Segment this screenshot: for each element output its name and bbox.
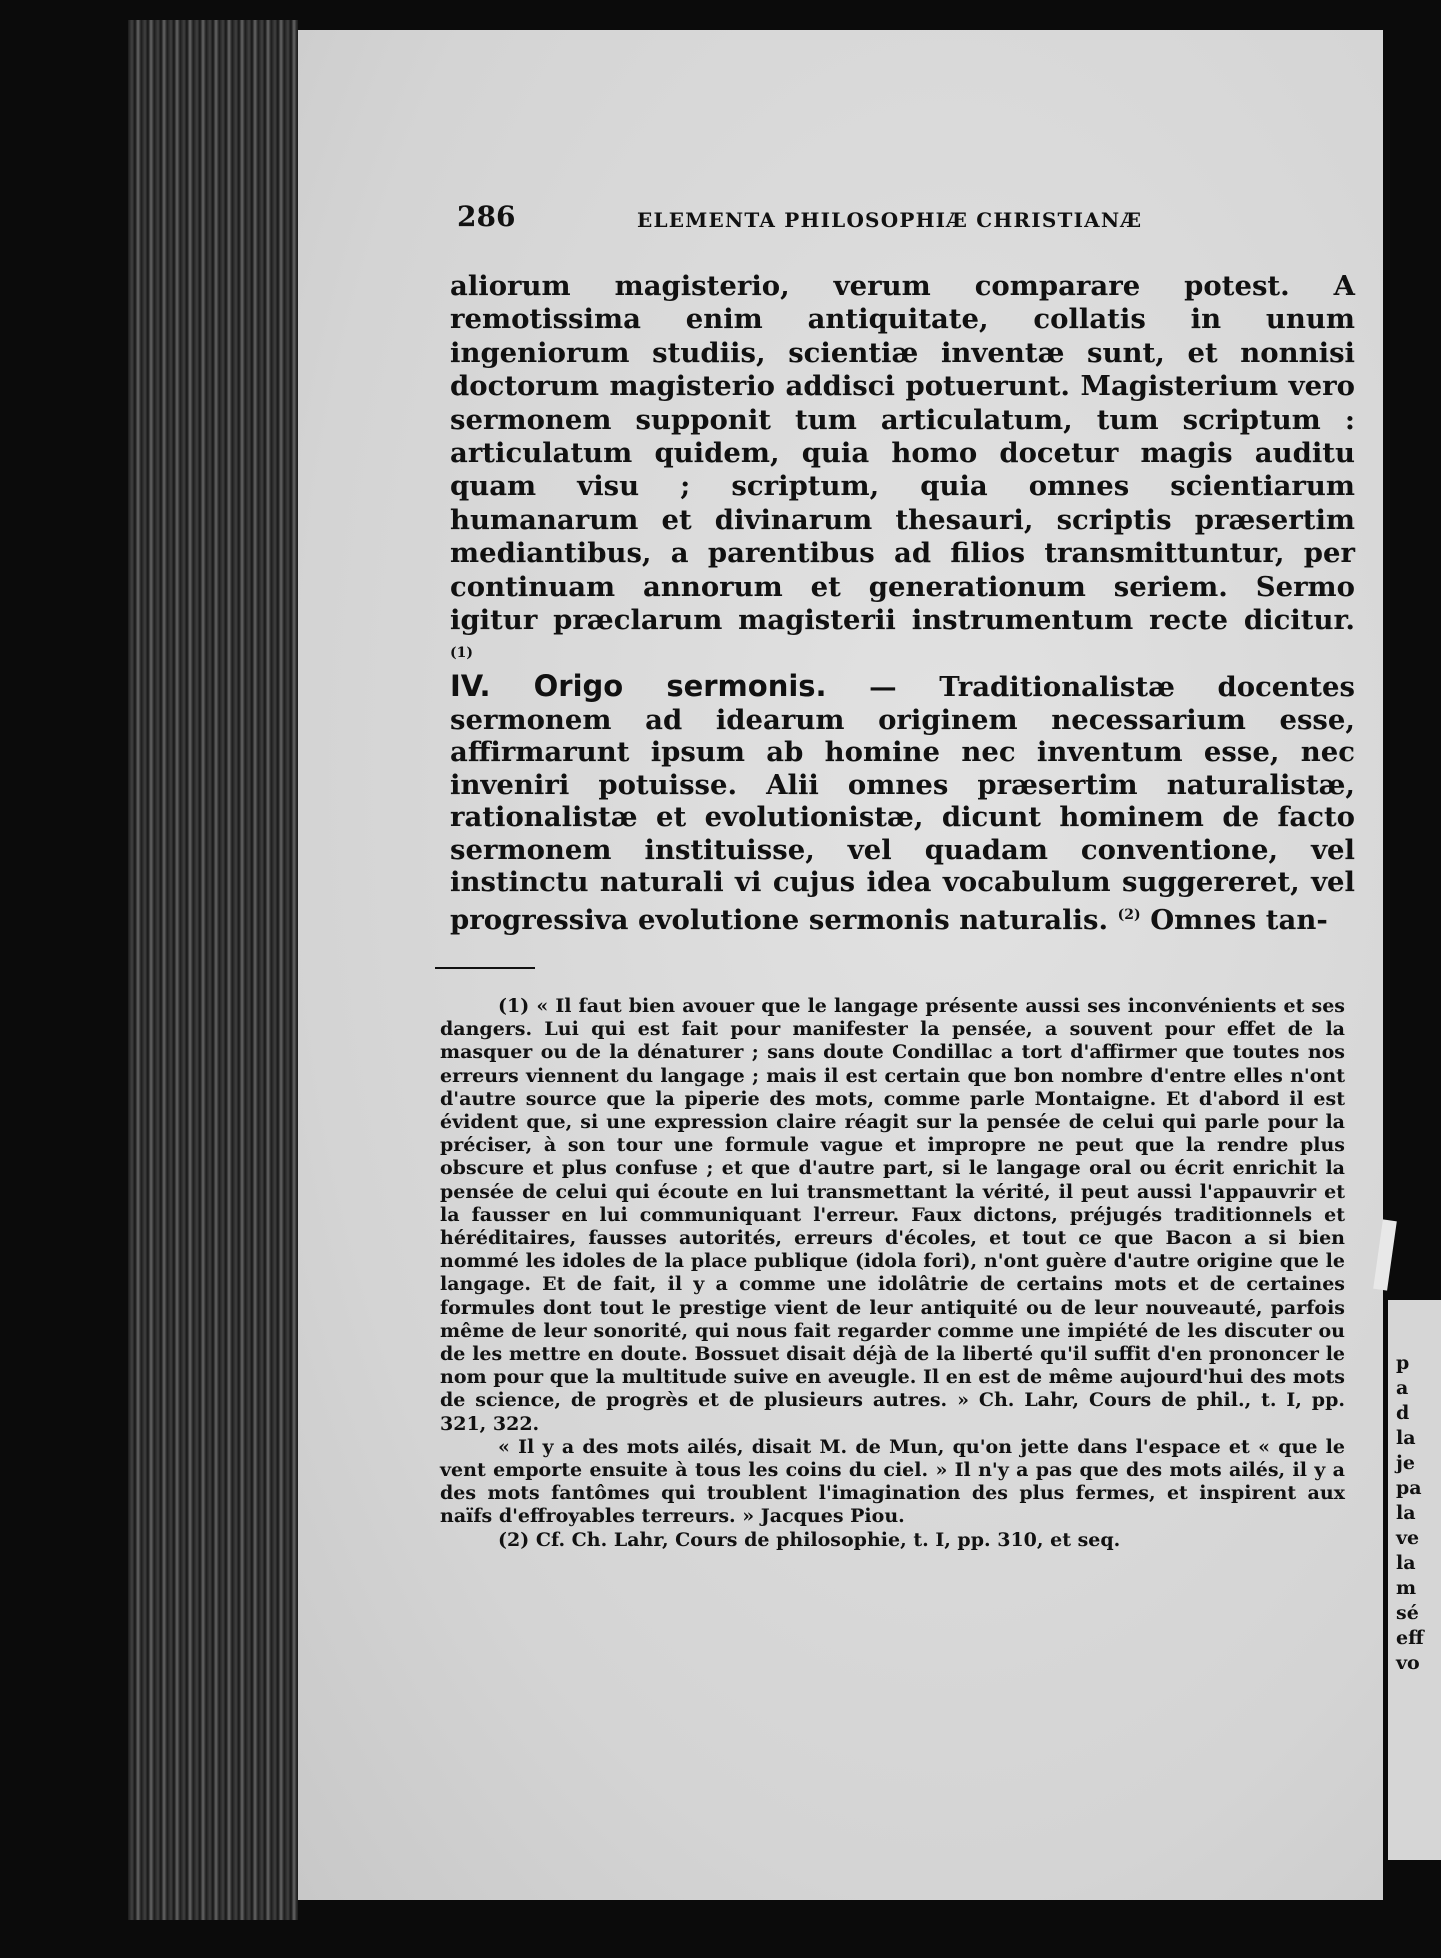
facing-fragment: je	[1396, 1452, 1415, 1474]
facing-fragment: sé	[1396, 1602, 1419, 1624]
section-text: — Traditionalistæ docentes sermonem ad idearum originem necessarium esse, affirmarunt ipsum ab homine nec inventum esse, nec inveniri potuisse. Alii omnes præsertim naturalistæ, rationalistæ et evolutionistæ, dicunt hominem de facto sermonem instituisse, vel quadam conventione, vel instinctu naturali vi cujus idea vocabulum suggereret, vel progressiva evolutione sermonis naturalis.	[450, 671, 1355, 936]
section-origo-sermonis	[450, 670, 1355, 936]
footnote-marker: (2)	[498, 1528, 530, 1551]
facing-fragment: a	[1396, 1377, 1409, 1399]
facing-fragment: p	[1396, 1352, 1410, 1374]
footnote-rule	[435, 967, 535, 969]
footnote-1-quote: « Il y a des mots ailés, disait M. de Mun, qu'on jette dans l'espace et « que le vent emporte ensuite à tous les coins du ciel. » Il n'y a pas que des mots ailés, il y a des mots fantômes qui troublent l'imagination des plus fermes, et inspirent aux naïfs d'effroyables terreurs. »	[440, 1435, 1345, 1528]
footnote-1-attribution: Ch. Lahr, Cours de phil., t. I, pp. 321, 322.	[440, 1389, 1345, 1435]
facing-fragment: vo	[1396, 1652, 1420, 1674]
running-title: ELEMENTA PHILOSOPHIÆ CHRISTIANÆ	[637, 208, 1143, 232]
facing-fragment: d	[1396, 1402, 1410, 1424]
facing-page-fragment	[1388, 1300, 1441, 1860]
facing-fragment: ve	[1396, 1527, 1420, 1549]
footnote-ref-2: (2)	[1117, 906, 1141, 923]
footnote-marker: (1)	[498, 995, 530, 1017]
facing-fragment: la	[1396, 1427, 1416, 1449]
facing-fragment: la	[1396, 1552, 1416, 1574]
footnote-1-text: « Il faut bien avouer que le langage présente aussi ses inconvénients et ses dangers. Lui qui est fait pour manifester la pensée, a souvent pour effet de la masquer ou de la dénaturer ; sans doute Condillac a tort d'affirmer que toutes nos erreurs viennent du langage ; mais il est certain que bon nombre d'entre elles n'ont d'autre source que la piperie des mots, comme parle Montaigne. Et d'abord il est évident que, si une expression claire réagit sur la pensée de celui qui parle pour la préciser, à son tour une formule vague et impropre ne peut que la rendre plus obscure et plus confuse ; et que d'autre part, si le langage oral ou écrit enrichit la pensée de celui qui écoute en lui transmettant la vérité, il peut aussi l'appauvrir et la fausser en lui communiquant l'erreur. Faux dictons, préjugés traditionnels et héréditaires, fausses autorités, erreurs d'écoles, et tout ce que Bacon a si bien nommé les idoles de la place publique (idola fori), n'ont guère d'autre origine que le langage. Et de fait, il y a comme une idolâtrie de certains mots et de certaines formules dont tout le prestige vient de leur antiquité ou de leur nouveauté, parfois même de leur sonorité, qui nous fait regarder comme une impiété de les discuter ou de les mettre en doute. Bossuet disait déjà de la liberté qu'il suffit d'en prononcer le nom pour que la multitude suive en aveugle. Il en est de même aujourd'hui des mots de science, de progrès et de plusieurs autres. »	[440, 995, 1346, 1412]
section-heading: IV. Origo sermonis.	[450, 669, 827, 703]
body-paragraph	[450, 270, 1355, 676]
page-number: 286	[457, 200, 516, 233]
facing-fragment: la	[1396, 1502, 1416, 1524]
footnotes	[440, 995, 1345, 1552]
facing-fragment: eff	[1396, 1627, 1424, 1649]
paragraph-text: aliorum magisterio, verum comparare potest. A remotissima enim antiquitate, collatis in unum ingeniorum studiis, scientiæ inventæ sunt, et nonnisi doctorum magisterio addisci potuerunt. Magisterium vero sermonem supponit tum articulatum, tum scriptum : articulatum quidem, quia homo docetur magis auditu quam visu ; scriptum, quia omnes scientiarum humanarum et divinarum thesauri, scriptis præsertim mediantibus, a parentibus ad filios transmittuntur, per continuam annorum et generationum seriem. Sermo igitur præclarum magisterii instrumentum recte dicitur.	[450, 270, 1355, 637]
section-text-continued: Omnes tan-	[1140, 903, 1328, 936]
running-head	[457, 200, 1357, 240]
facing-fragment: m	[1396, 1577, 1417, 1599]
footnote-2-text: Cf. Ch. Lahr, Cours de philosophie, t. I, pp. 310, et seq.	[535, 1528, 1121, 1551]
footnote-1-quote-attribution: Jacques Piou.	[760, 1505, 905, 1528]
book-spine	[128, 20, 298, 1920]
facing-fragment: pa	[1396, 1477, 1422, 1499]
footnote-ref-1: (1)	[450, 645, 473, 662]
